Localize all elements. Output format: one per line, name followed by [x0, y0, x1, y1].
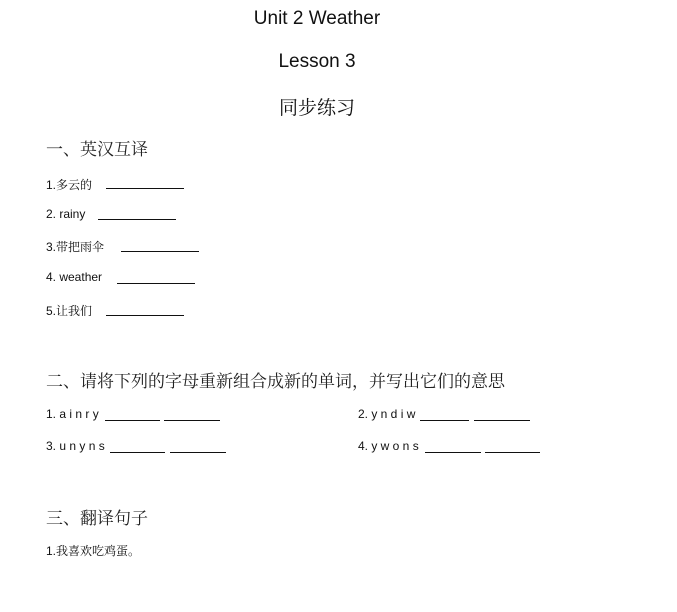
sentence-text: 1.我喜欢吃鸡蛋。 — [46, 544, 141, 558]
item-text: 5.让我们 — [46, 304, 93, 318]
section2-item-2 — [358, 407, 415, 421]
word-blank-3[interactable] — [110, 440, 165, 453]
meaning-blank-4[interactable] — [485, 440, 540, 453]
answer-blank-4[interactable] — [117, 271, 195, 284]
section1-item-3 — [46, 238, 104, 255]
section2-heading: 二、请将下列的字母重新组合成新的单词，并写出它们的意思 — [46, 372, 505, 392]
scrambled-word: 1. a i n r y — [46, 407, 99, 421]
item-text: 4. weather — [46, 270, 103, 284]
word-blank-2[interactable] — [420, 408, 469, 421]
document-subtitle: 同步练习 — [278, 97, 355, 119]
scrambled-word: 2. y n d i w — [358, 407, 416, 421]
word-blank-1[interactable] — [105, 408, 160, 421]
section1-item-2 — [46, 207, 85, 221]
answer-blank-2[interactable] — [98, 207, 176, 220]
section1-heading: 一、英汉互译 — [46, 140, 148, 160]
scrambled-word: 4. y w o n s — [358, 439, 419, 453]
meaning-blank-1[interactable] — [164, 408, 220, 421]
answer-blank-1[interactable] — [106, 176, 184, 189]
section2-item-4 — [358, 439, 419, 453]
section1-item-5 — [46, 302, 92, 319]
section2-item-3 — [46, 439, 105, 453]
item-text: 2. rainy — [46, 207, 86, 221]
section3-heading: 三、翻译句子 — [46, 509, 148, 529]
item-text: 1.多云的 — [46, 178, 93, 192]
scrambled-word: 3. u n y n s — [46, 439, 105, 453]
meaning-blank-3[interactable] — [170, 440, 226, 453]
document-title: Unit 2 Weather — [253, 8, 381, 29]
word-blank-4[interactable] — [425, 440, 481, 453]
section2-item-1 — [46, 407, 99, 421]
answer-blank-5[interactable] — [106, 303, 184, 316]
lesson-title: Lesson 3 — [278, 51, 356, 72]
meaning-blank-2[interactable] — [474, 408, 530, 421]
section3-item-1 — [46, 542, 140, 559]
section1-item-4 — [46, 270, 102, 284]
answer-blank-3[interactable] — [121, 239, 199, 252]
section1-item-1 — [46, 176, 92, 193]
item-text: 3.带把雨伞 — [46, 240, 105, 254]
